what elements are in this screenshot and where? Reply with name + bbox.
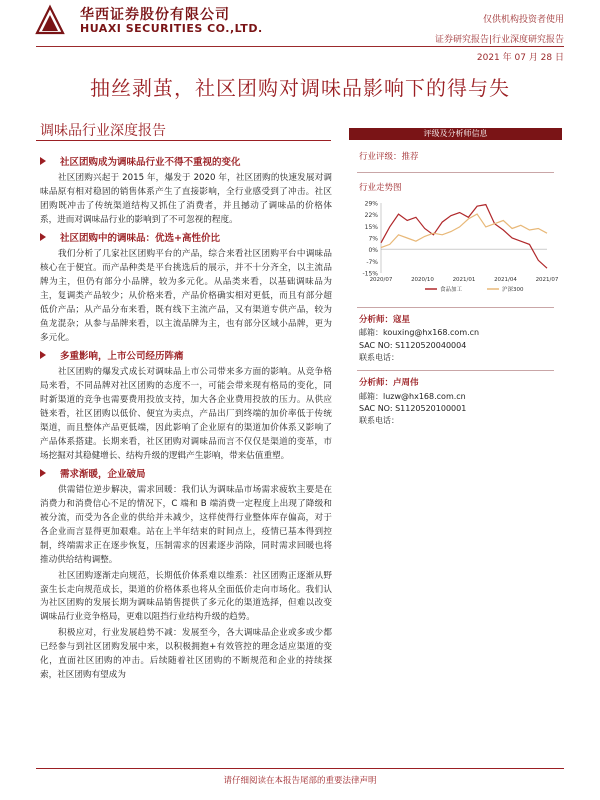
bullet-triangle-icon bbox=[40, 233, 46, 241]
y-tick-label: 15% bbox=[364, 223, 378, 231]
y-tick-label: 0% bbox=[368, 247, 378, 255]
y-tick-label: 22% bbox=[364, 212, 378, 220]
huaxi-logo-icon bbox=[36, 6, 64, 34]
bullet-triangle-icon bbox=[40, 469, 46, 477]
x-tick-label: 2020/07 bbox=[369, 277, 393, 283]
y-tick-label: 29% bbox=[364, 200, 378, 208]
sidebar-header: 评级及分析师信息 bbox=[349, 128, 562, 140]
analyst-block bbox=[349, 314, 562, 364]
body-paragraph: 社区团购的爆发式成长对调味品上市公司带来多方面的影响。从竞争格局来看，不同品牌对社区团购的态度不一，可能会带来现有格局的变化，同时新渠道的竞争也需要费用投放支持，加大各企业费用投放的压力。从供应链来看，社区团购以低价、便宜为卖点，产品出厂到终端的加价率低于传统渠道，而且整体产品更低端，因此影响了企业原有的渠道加价体系又影响了产品体系搭建。长期来看，社区团购对调味品而言不仅仅是渠道的变革，市场挖掘对其稳健增长、结构升级的逻辑产生影响，带来估值重塑。 bbox=[40, 367, 332, 461]
page-title: 抽丝剥茧，社区团购对调味品影响下的得与失 bbox=[90, 76, 510, 100]
body-paragraph: 社区团购逐渐走向规范，长期低价体系难以维系：社区团购正逐渐从野蛮生长走向规范成长，渠道的价格体系也将从全面低价走向市场化。我们认为社区团购的发展长期为调味品销售提供了多元化的渠道选择，但难以改变调味品行业竞争格局，更难以阻挡行业结构升级的趋势。 bbox=[40, 570, 332, 623]
audience-note: 仅供机构投资者使用 bbox=[482, 15, 564, 25]
footer-divider bbox=[36, 768, 564, 769]
analyst-name: 分析师：卢周伟 bbox=[359, 378, 419, 389]
series-line-0 bbox=[381, 205, 547, 269]
report-subtitle: 调味品行业深度报告 bbox=[40, 123, 166, 139]
sidebar-divider bbox=[357, 370, 554, 371]
section-heading: 需求渐暖，企业破局 bbox=[40, 467, 332, 482]
analyst-name: 分析师：寇星 bbox=[359, 315, 411, 325]
header-divider bbox=[36, 46, 564, 47]
y-tick-label: 7% bbox=[368, 235, 378, 243]
section-heading: 社区团购成为调味品行业不得不重视的变化 bbox=[40, 155, 332, 170]
x-tick-label: 2020/10 bbox=[411, 277, 434, 283]
sidebar-divider bbox=[357, 172, 554, 173]
bullet-triangle-icon bbox=[40, 157, 46, 165]
analyst-email[interactable]: 邮箱：luzw@hx168.com.cn bbox=[359, 391, 466, 401]
body-paragraph: 我们分析了几家社区团购平台的产品，综合来看社区团购平台中调味品核心在于便宜。而产品种类是平台挑选后的展示，并不十分齐全，以主流品牌为主，但仍有部分小品牌，较为多元化。从品类来看，以基础调味品为主，复调类产品较少；从价格来看，产品价格确实相对更低，而且有部分超低价产品；从产品分布来看，既有线下主流产品，又有渠道专供产品，较为鱼龙混杂；从参与品牌来看，以主流品牌为主，也有部分区域小品牌，更为多元化。 bbox=[40, 249, 332, 343]
section-heading: 多重影响，上市公司经历阵痛 bbox=[40, 349, 332, 364]
x-tick-label: 2021/04 bbox=[494, 277, 517, 283]
legend-label: 沪深300 bbox=[502, 287, 524, 293]
trend-chart-title: 行业走势图 bbox=[359, 183, 402, 193]
analyst-email[interactable]: 邮箱：kouxing@hx168.com.cn bbox=[359, 328, 480, 338]
company-name-en: HUAXI SECURITIES CO.,LTD. bbox=[80, 22, 263, 35]
analyst-sac: SAC NO: S1120520040004 bbox=[359, 340, 467, 350]
report-type: 证券研究报告|行业深度研究报告 bbox=[434, 35, 564, 45]
legend-label: 食品加工 bbox=[440, 287, 463, 293]
report-body bbox=[40, 152, 332, 685]
body-paragraph: 积极应对，行业发展趋势不减：发展至今，各大调味品企业或多或少都已经参与到社区团购发展中来，以积极拥抱+有效管控的理念适应渠道的变化，直面社区团购的冲击。后续随着社区团购的不断规范和企业的持续探索，社区团购有望成为 bbox=[40, 628, 332, 681]
sidebar bbox=[349, 128, 562, 428]
industry-rating: 行业评级：推荐 bbox=[359, 152, 419, 162]
analyst-block bbox=[349, 377, 562, 427]
body-paragraph: 社区团购兴起于 2015 年，爆发于 2020 年，社区团购的快速发展对调味品原有相对稳固的销售体系产生了直接影响，全行业感受到了冲击。社区团购既冲击了传统渠道结构又抓住了消费者，并且撼动了调味品的价格体系，进而对调味品行业的影响到了不可忽视的程度。 bbox=[40, 173, 332, 226]
analyst-phone: 联系电话： bbox=[359, 416, 399, 426]
section-heading: 社区团购中的调味品：优选+高性价比 bbox=[40, 231, 332, 246]
company-name-cn: 华西证券股份有限公司 bbox=[80, 7, 230, 23]
legal-footer: 请仔细阅读在本报告尾部的重要法律声明 bbox=[223, 776, 377, 786]
trend-chart-svg bbox=[355, 197, 559, 297]
subtitle-divider bbox=[36, 140, 331, 141]
page-header bbox=[0, 0, 600, 63]
x-tick-label: 2021/01 bbox=[452, 277, 476, 283]
body-paragraph: 供需错位逆步解决，需求回暖：我们认为调味品市场需求疲软主要是在消费力和消费信心不足的情况下，C 端和 B 端消费一定程度上出现了降级和被分流，而受为各企业的供给并未减少，这样使得行业整体库存偏高，对于各企业而言显得更加艰难。站在上半年结束的时间点上，疫情已基本得到控制，终端需求正在逐步恢复，压制需求的因素逐步消除，同时需求回暖也将推动供给结构调整。 bbox=[40, 485, 332, 565]
analyst-phone: 联系电话： bbox=[359, 352, 399, 362]
bullet-triangle-icon bbox=[40, 351, 46, 359]
trend-chart bbox=[349, 197, 562, 299]
y-tick-label: -7% bbox=[366, 258, 378, 266]
y-tick-label: -15% bbox=[362, 270, 378, 278]
x-tick-label: 2021/07 bbox=[535, 277, 559, 283]
analyst-sac: SAC NO: S1120520100001 bbox=[359, 403, 467, 413]
sidebar-divider bbox=[357, 307, 554, 308]
report-date: 2021 年 07 月 28 日 bbox=[476, 53, 564, 63]
